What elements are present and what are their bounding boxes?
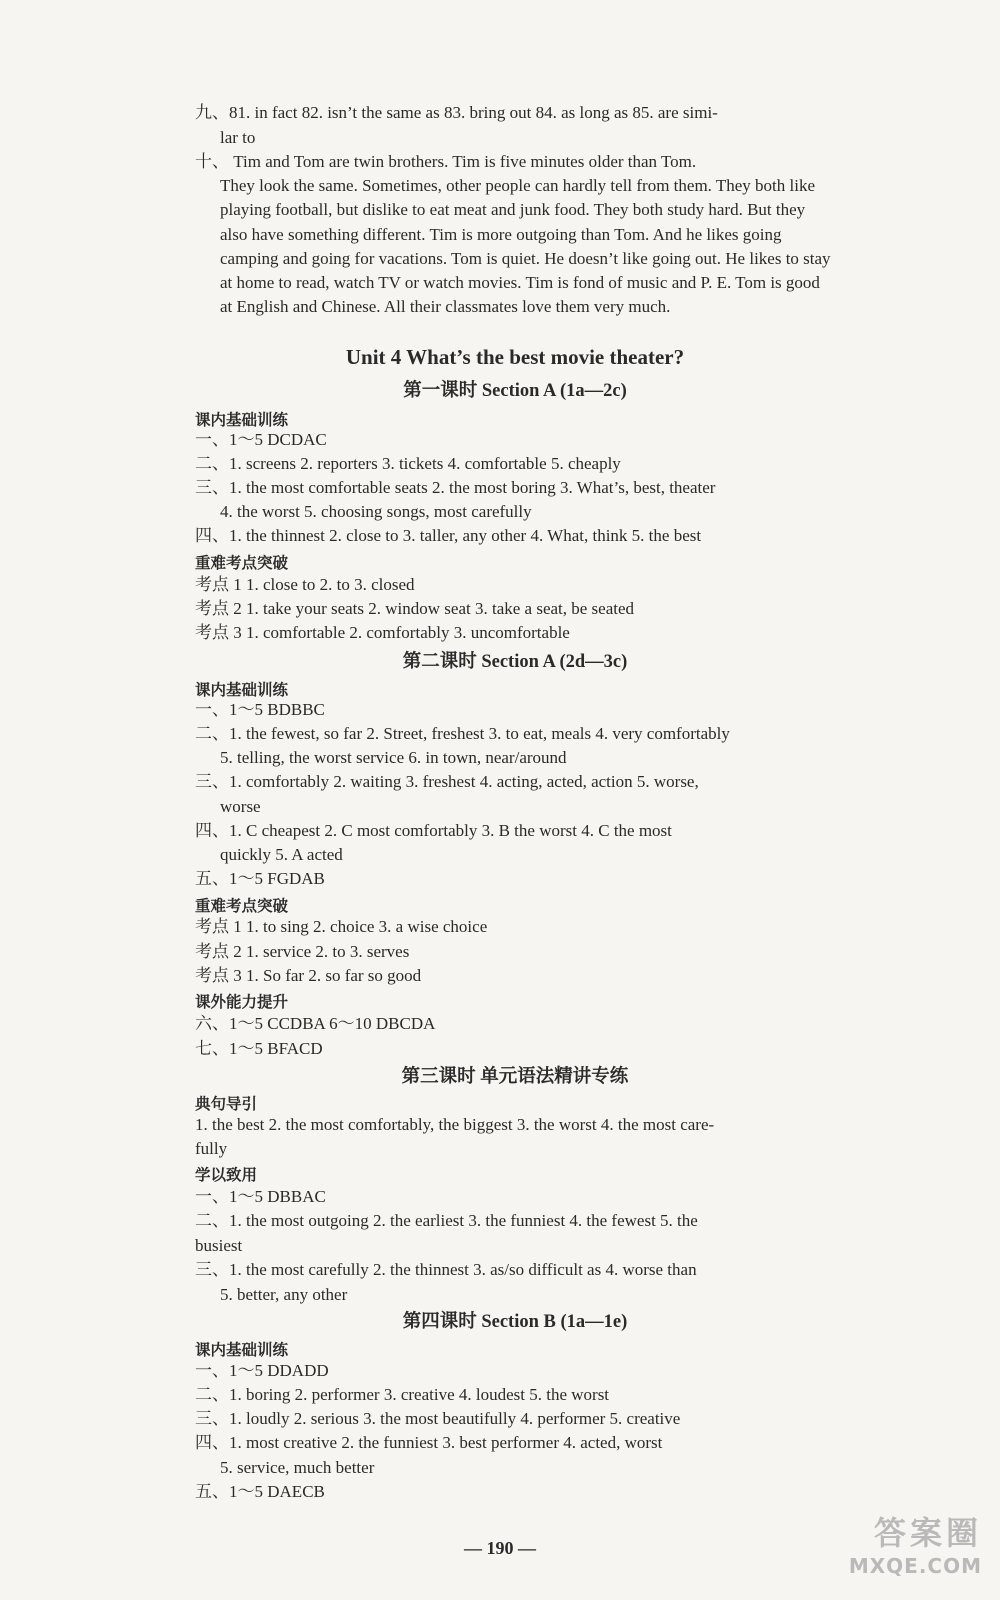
answer-line: 一、1～5 BDBBC [195,700,325,719]
writing-passage: They look the same. Sometimes, other people can hardly tell from them. They both like playing football, but dislike to eat meat and junk food. They both study hard. But they also have something different. Tim is more outgoing than Tom. And he likes going camping and going for vacations. Tom is quiet. He doesn’t like going out. He likes to stay at home to read, watch TV or watch movies. Tim is fond of music and P. E. Tom is good at English and Chinese. All their classmates love them very much. [220,176,831,317]
lesson-title: 第三课时 单元语法精讲专练 [401,1067,629,1087]
answer-line: 考点 3 1. comfortable 2. comfortably 3. uncomfortable [195,623,570,642]
answer-line: 二、1. boring 2. performer 3. creative 4. loudest 5. the worst [195,1385,610,1404]
answer-line: 十、 Tim and Tom are twin brothers. Tim is five minutes older than Tom. [195,152,697,171]
answer-line: 五、1～5 FGDAB [195,869,325,888]
section-heading: 课外能力提升 [195,993,289,1011]
answer-line: 考点 1 1. to sing 2. choice 3. a wise choice [195,917,488,936]
page-number: — 190 — [464,1538,536,1558]
unit-title: Unit 4 What’s the best movie theater? [345,345,685,369]
watermark-url: MXQE.COM [848,1554,982,1578]
answer-line: 二、1. the most outgoing 2. the earliest 3. the funniest 4. the fewest 5. the [195,1211,698,1230]
answer-line: 九、81. in fact 82. isn’t the same as 83. bring out 84. as long as 85. are simi- [195,103,718,122]
answer-line: 考点 1 1. close to 2. to 3. closed [195,575,415,594]
answer-line: 二、1. the fewest, so far 2. Street, freshest 3. to eat, meals 4. very comfortably [195,724,730,743]
lesson-title: 第一课时 Section A (1a—2c) [403,381,627,401]
answer-line: 六、1～5 CCDBA 6～10 DBCDA [195,1014,436,1033]
section-heading: 课内基础训练 [195,681,289,699]
section-heading: 学以致用 [195,1166,258,1184]
section-heading: 典句导引 [195,1095,258,1113]
answer-line: 5. better, any other [220,1285,348,1304]
section-heading: 课内基础训练 [195,411,289,429]
answer-line: 5. service, much better [220,1458,375,1477]
section-heading: 重难考点突破 [195,897,289,915]
lesson-title: 第四课时 Section B (1a—1e) [402,1312,628,1332]
answer-line: 考点 2 1. take your seats 2. window seat 3. take a seat, be seated [195,599,635,618]
answer-line: 1. the best 2. the most comfortably, the biggest 3. the worst 4. the most care- [195,1115,715,1134]
watermark-logo [849,1508,982,1578]
answer-line: 三、1. comfortably 2. waiting 3. freshest 4. acting, acted, action 5. worse, [195,772,699,791]
section-heading: 重难考点突破 [195,554,289,572]
answer-line: 5. telling, the worst service 6. in town, near/around [220,748,567,767]
answer-line: 一、1～5 DCDAC [195,430,327,449]
answer-line: quickly 5. A acted [220,845,343,864]
answer-line: 三、1. the most carefully 2. the thinnest 3. as/so difficult as 4. worse than [195,1260,697,1279]
answer-line: 四、1. the thinnest 2. close to 3. taller, any other 4. What, think 5. the best [195,526,702,545]
answer-line: lar to [220,128,256,147]
answer-line: 三、1. loudly 2. serious 3. the most beautifully 4. performer 5. creative [195,1409,681,1428]
answer-line: 二、1. screens 2. reporters 3. tickets 4. comfortable 5. cheaply [195,454,621,473]
lesson-title: 第二课时 Section A (2d—3c) [402,652,628,672]
answer-line: busiest [195,1236,243,1255]
answer-line: 三、1. the most comfortable seats 2. the most boring 3. What’s, best, theater [195,478,716,497]
answer-line: worse [220,797,261,816]
answer-line: 4. the worst 5. choosing songs, most carefully [220,502,532,521]
section-heading: 课内基础训练 [195,1341,289,1359]
answer-line: 四、1. C cheapest 2. C most comfortably 3. B the worst 4. C the most [195,821,672,840]
answer-line: 一、1～5 DBBAC [195,1187,326,1206]
watermark-text: 答案圈 [873,1514,982,1552]
answer-line: 考点 2 1. service 2. to 3. serves [195,942,410,961]
answer-line: 考点 3 1. So far 2. so far so good [195,966,422,985]
answer-line: 七、1～5 BFACD [195,1039,323,1058]
answer-line: fully [195,1139,228,1158]
answer-line: 一、1～5 DDADD [195,1361,329,1380]
answer-line: 五、1～5 DAECB [195,1482,325,1501]
answer-line: 四、1. most creative 2. the funniest 3. best performer 4. acted, worst [195,1433,663,1452]
